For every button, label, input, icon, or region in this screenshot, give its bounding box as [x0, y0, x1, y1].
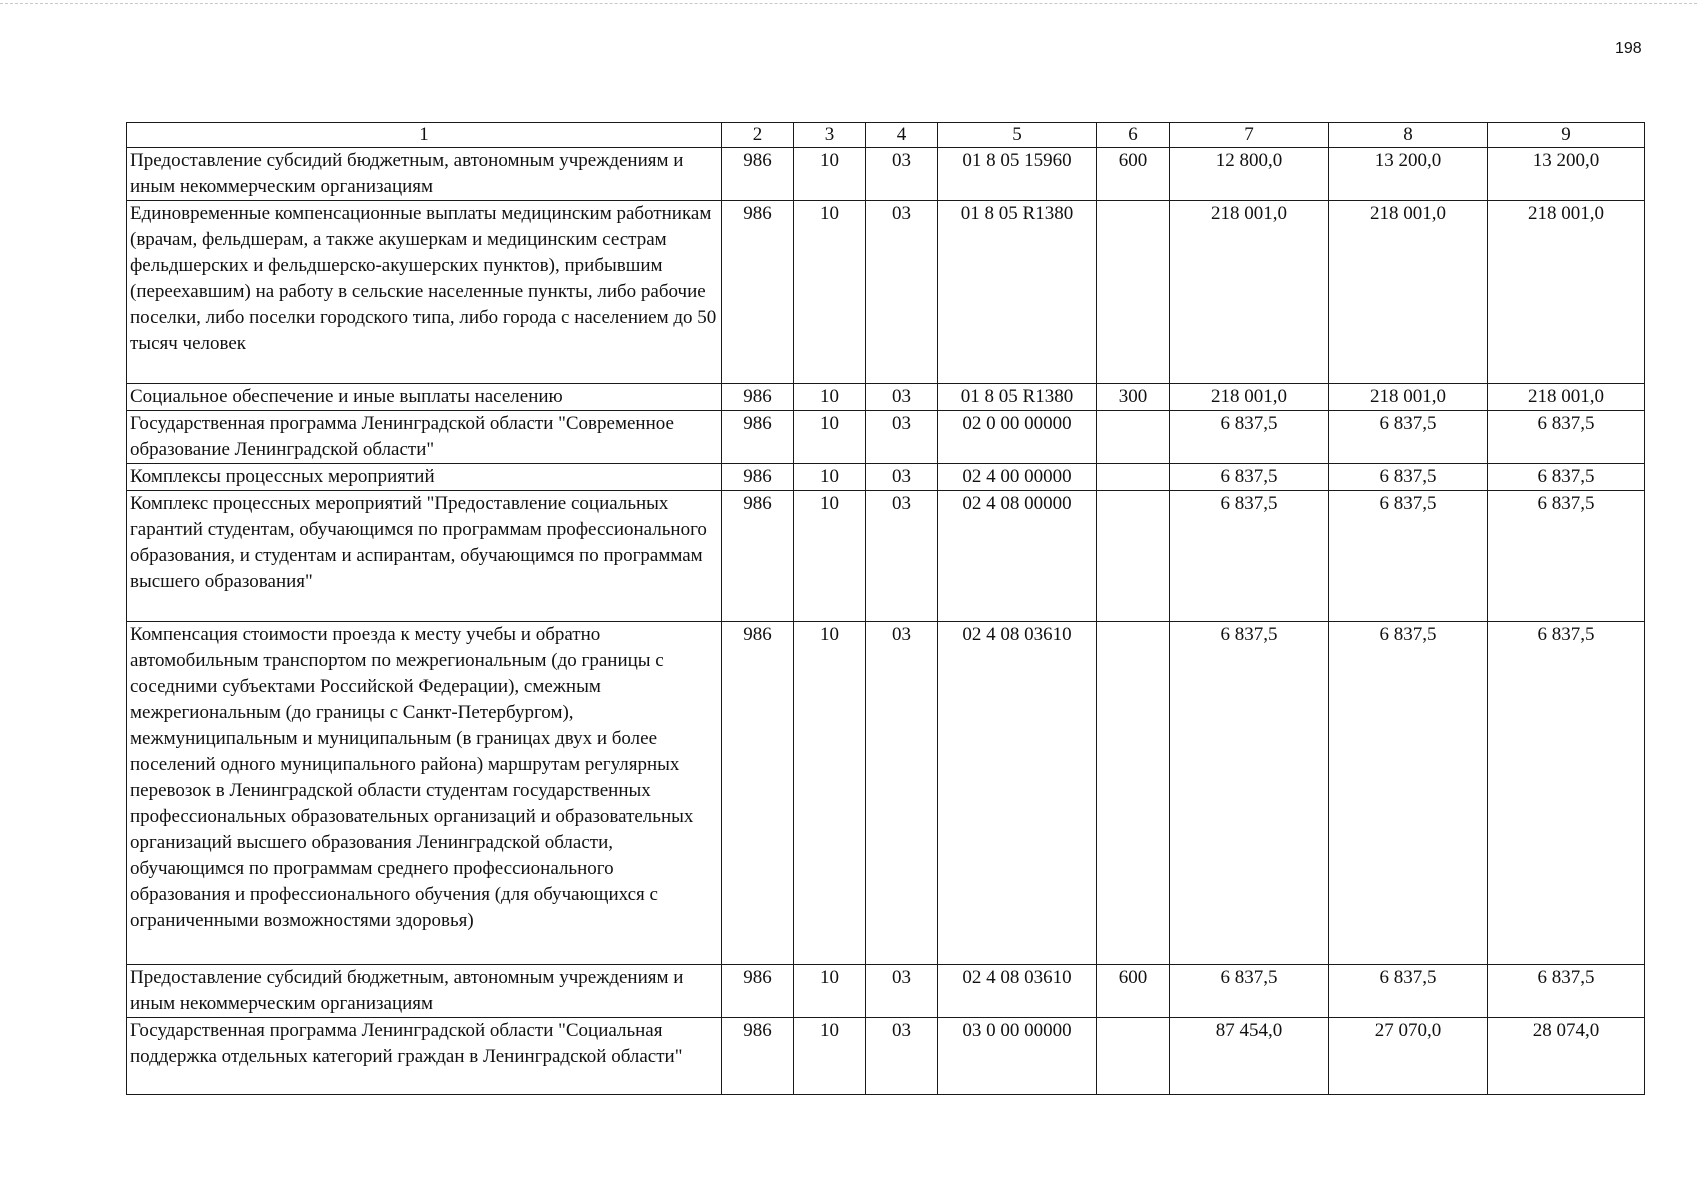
table-row — [127, 491, 1645, 622]
cell-section: 10 — [794, 201, 866, 384]
cell-amount-2: 6 837,5 — [1329, 622, 1488, 965]
cell-amount-2: 6 837,5 — [1329, 464, 1488, 491]
cell-expense-type: 600 — [1097, 965, 1170, 1018]
cell-amount-3: 6 837,5 — [1488, 411, 1645, 464]
cell-ministry: 986 — [722, 384, 794, 411]
cell-amount-3: 6 837,5 — [1488, 965, 1645, 1018]
cell-amount-2: 6 837,5 — [1329, 965, 1488, 1018]
cell-target-code: 02 4 00 00000 — [938, 464, 1097, 491]
cell-amount-1: 218 001,0 — [1170, 384, 1329, 411]
header-row — [127, 123, 1645, 148]
cell-target-code: 02 0 00 00000 — [938, 411, 1097, 464]
cell-amount-1: 12 800,0 — [1170, 148, 1329, 201]
cell-ministry: 986 — [722, 201, 794, 384]
row-name: Государственная программа Ленинградской области "Современное образование Ленинградской области" — [127, 411, 722, 464]
cell-ministry: 986 — [722, 1018, 794, 1095]
cell-amount-1: 6 837,5 — [1170, 464, 1329, 491]
header-cell: 4 — [866, 123, 938, 148]
row-name: Предоставление субсидий бюджетным, автономным учреждениям и иным некоммерческим организациям — [127, 965, 722, 1018]
table-row — [127, 622, 1645, 965]
header-cell: 2 — [722, 123, 794, 148]
cell-amount-1: 6 837,5 — [1170, 622, 1329, 965]
cell-section: 10 — [794, 384, 866, 411]
table-row — [127, 1018, 1645, 1095]
cell-expense-type — [1097, 622, 1170, 965]
cell-amount-1: 6 837,5 — [1170, 411, 1329, 464]
cell-target-code: 03 0 00 00000 — [938, 1018, 1097, 1095]
cell-amount-2: 27 070,0 — [1329, 1018, 1488, 1095]
cell-expense-type — [1097, 1018, 1170, 1095]
cell-amount-3: 13 200,0 — [1488, 148, 1645, 201]
row-name: Единовременные компенсационные выплаты медицинским работникам (врачам, фельдшерам, а также акушеркам и медицинским сестрам фельдшерских и фельдшерско-акушерских пунктов), прибывшим (переехавшим) на работу в сельские населенные пункты, либо рабочие поселки, либо поселки городского типа, либо города с населением до 50 тысяч человек — [127, 201, 722, 384]
row-name: Социальное обеспечение и иные выплаты населению — [127, 384, 722, 411]
cell-target-code: 02 4 08 00000 — [938, 491, 1097, 622]
cell-ministry: 986 — [722, 464, 794, 491]
cell-target-code: 02 4 08 03610 — [938, 965, 1097, 1018]
cell-amount-1: 87 454,0 — [1170, 1018, 1329, 1095]
header-cell: 3 — [794, 123, 866, 148]
cell-amount-2: 13 200,0 — [1329, 148, 1488, 201]
header-cell: 9 — [1488, 123, 1645, 148]
cell-section: 10 — [794, 622, 866, 965]
cell-ministry: 986 — [722, 411, 794, 464]
cell-section: 10 — [794, 411, 866, 464]
cell-expense-type — [1097, 491, 1170, 622]
cell-expense-type: 600 — [1097, 148, 1170, 201]
row-name: Государственная программа Ленинградской области "Социальная поддержка отдельных категорий граждан в Ленинградской области" — [127, 1018, 722, 1095]
budget-table — [126, 122, 1645, 1095]
cell-ministry: 986 — [722, 965, 794, 1018]
cell-amount-3: 6 837,5 — [1488, 464, 1645, 491]
cell-ministry: 986 — [722, 491, 794, 622]
cell-expense-type — [1097, 464, 1170, 491]
cell-expense-type — [1097, 411, 1170, 464]
cell-target-code: 01 8 05 R1380 — [938, 384, 1097, 411]
cell-amount-3: 28 074,0 — [1488, 1018, 1645, 1095]
table-row — [127, 201, 1645, 384]
page-number: 198 — [1615, 40, 1642, 57]
cell-amount-3: 218 001,0 — [1488, 384, 1645, 411]
cell-expense-type: 300 — [1097, 384, 1170, 411]
header-cell: 8 — [1329, 123, 1488, 148]
cell-section: 10 — [794, 464, 866, 491]
cell-target-code: 02 4 08 03610 — [938, 622, 1097, 965]
cell-subsection: 03 — [866, 384, 938, 411]
cell-amount-1: 6 837,5 — [1170, 965, 1329, 1018]
header-cell: 5 — [938, 123, 1097, 148]
header-cell: 1 — [127, 123, 722, 148]
cell-target-code: 01 8 05 15960 — [938, 148, 1097, 201]
cell-section: 10 — [794, 965, 866, 1018]
cell-amount-1: 218 001,0 — [1170, 201, 1329, 384]
cell-section: 10 — [794, 148, 866, 201]
cell-expense-type — [1097, 201, 1170, 384]
scan-edge-line — [0, 3, 1697, 4]
cell-amount-2: 218 001,0 — [1329, 384, 1488, 411]
cell-amount-2: 6 837,5 — [1329, 411, 1488, 464]
cell-subsection: 03 — [866, 622, 938, 965]
row-name: Компенсация стоимости проезда к месту учебы и обратно автомобильным транспортом по межрегиональным (до границы с соседними субъектами Российской Федерации), смежным межрегиональным (до границы с Санкт-Петербургом), межмуниципальным и муниципальным (в границах двух и более поселений одного муниципального района) маршрутам регулярных перевозок в Ленинградской области студентам государственных профессиональных образовательных организаций и образовательных организаций высшего образования Ленинградской области, обучающимся по программам среднего профессионального образования и профессионального обучения (для обучающихся с ограниченными возможностями здоровья) — [127, 622, 722, 965]
row-name: Предоставление субсидий бюджетным, автономным учреждениям и иным некоммерческим организациям — [127, 148, 722, 201]
cell-amount-3: 6 837,5 — [1488, 622, 1645, 965]
header-cell: 7 — [1170, 123, 1329, 148]
cell-subsection: 03 — [866, 491, 938, 622]
row-name: Комплексы процессных мероприятий — [127, 464, 722, 491]
table-row — [127, 384, 1645, 411]
header-cell: 6 — [1097, 123, 1170, 148]
cell-amount-3: 6 837,5 — [1488, 491, 1645, 622]
cell-amount-2: 218 001,0 — [1329, 201, 1488, 384]
cell-subsection: 03 — [866, 148, 938, 201]
cell-amount-3: 218 001,0 — [1488, 201, 1645, 384]
cell-ministry: 986 — [722, 148, 794, 201]
row-name: Комплекс процессных мероприятий "Предоставление социальных гарантий студентам, обучающимся по программам профессионального образования, и студентам и аспирантам, обучающимся по программам высшего образования" — [127, 491, 722, 622]
table-row — [127, 411, 1645, 464]
cell-target-code: 01 8 05 R1380 — [938, 201, 1097, 384]
table-row — [127, 464, 1645, 491]
table-row — [127, 148, 1645, 201]
cell-section: 10 — [794, 1018, 866, 1095]
cell-subsection: 03 — [866, 965, 938, 1018]
table-row — [127, 965, 1645, 1018]
cell-amount-2: 6 837,5 — [1329, 491, 1488, 622]
cell-subsection: 03 — [866, 464, 938, 491]
cell-subsection: 03 — [866, 411, 938, 464]
cell-section: 10 — [794, 491, 866, 622]
cell-subsection: 03 — [866, 1018, 938, 1095]
cell-amount-1: 6 837,5 — [1170, 491, 1329, 622]
cell-subsection: 03 — [866, 201, 938, 384]
cell-ministry: 986 — [722, 622, 794, 965]
